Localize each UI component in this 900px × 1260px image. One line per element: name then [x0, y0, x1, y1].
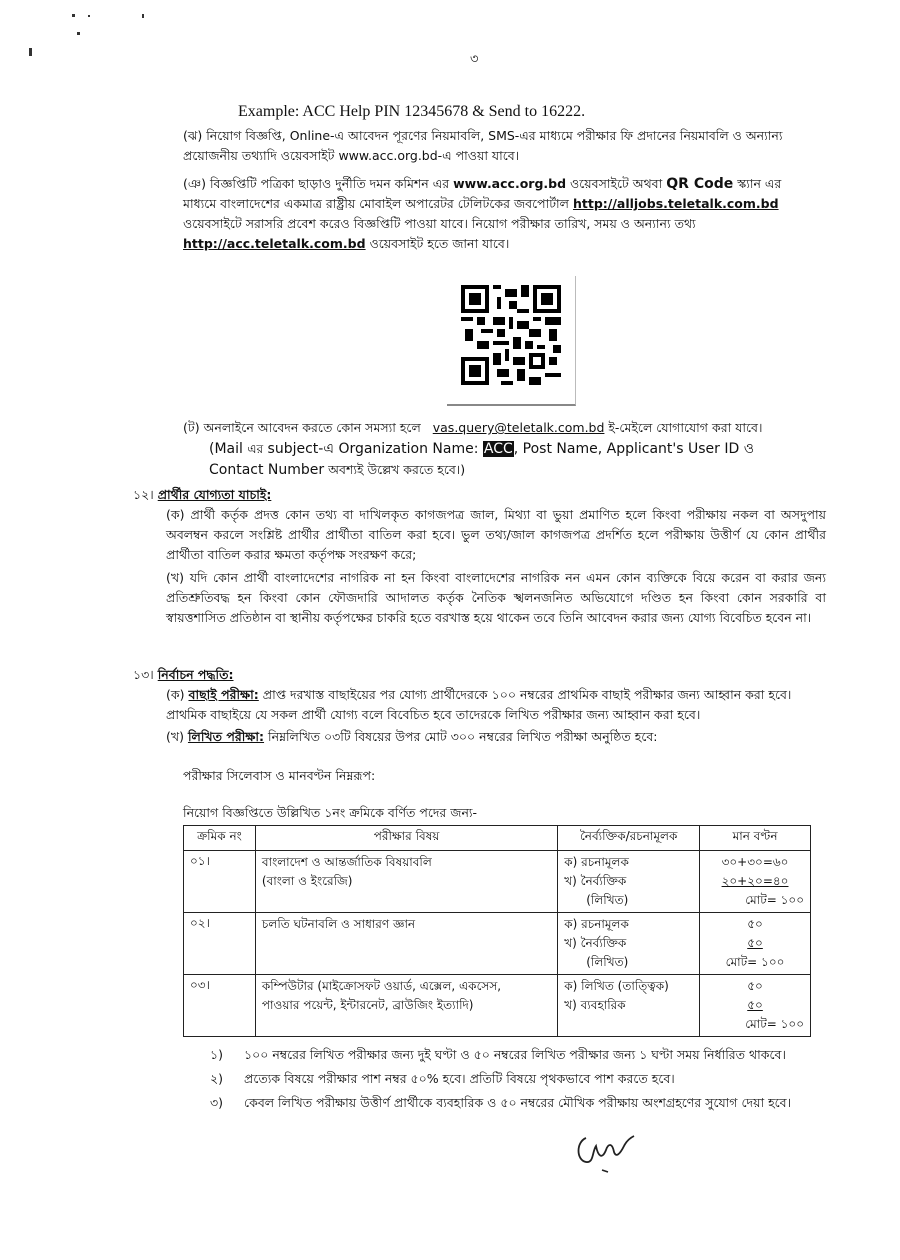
- table-row: [184, 851, 811, 913]
- section-13-ka-label: (ক): [166, 687, 185, 702]
- type-line-2: খ) নৈর্ব্যক্তিক: [564, 936, 627, 950]
- scan-mark: [72, 14, 75, 17]
- row-marks: [700, 975, 811, 1037]
- item-ta: [183, 418, 823, 438]
- screening-exam-title: বাছাই পরীক্ষা:: [188, 687, 259, 702]
- mark-line-2: ৫০: [747, 998, 763, 1012]
- alljobs-link[interactable]: http://alljobs.teletalk.com.bd: [572, 196, 779, 211]
- mention-required-text: অবশ্যই উল্লেখ করতে হবে।): [328, 462, 466, 477]
- scan-mark: [77, 32, 80, 35]
- type-line-1: ক) রচনামূলক: [564, 855, 629, 869]
- mark-line-2: ৫০: [747, 936, 763, 950]
- screening-exam-text: প্রাপ্ত দরখাস্ত বাছাইয়ের পর যোগ্য প্রার্থীদেরকে ১০০ নম্বরের প্রাথমিক বাছাই পরীক্ষার জন্য আহ্বান করা হবে। প্রাথমিক বাছাইয়ে যে সকল প্রার্থী যোগ্য বলে বিবেচিত হবে তাদেরকে লিখিত পরীক্ষার জন্য আহ্বান করা হবে।: [166, 687, 792, 722]
- subject-line-3: [262, 1015, 551, 1034]
- type-line-1: ক) রচনামূলক: [564, 917, 629, 931]
- item-jha: [183, 126, 813, 166]
- mark-total: মোট= ১০০: [725, 955, 785, 969]
- type-line-1: ক) লিখিত (তাত্ত্বিক): [564, 979, 669, 993]
- row-marks: [700, 851, 811, 913]
- mail-subject-rest: , Post Name, Applicant's User ID ও: [513, 441, 754, 457]
- scan-mark: [142, 14, 144, 18]
- written-exam-title: লিখিত পরীক্ষা:: [187, 729, 265, 744]
- row-type: [558, 913, 700, 975]
- mail-word: (Mail: [209, 441, 243, 457]
- table-row: [184, 913, 811, 975]
- qr-code-image[interactable]: [461, 285, 561, 385]
- item-nya: [183, 174, 813, 254]
- scan-mark: [88, 15, 90, 17]
- table-header-row: [184, 826, 811, 851]
- subject-line-1: বাংলাদেশ ও আন্তর্জাতিক বিষয়াবলি: [261, 855, 432, 869]
- item-jha-text: নিয়োগ বিজ্ঞপ্তি, Online-এ আবেদন পূরণের নিয়মাবলি, SMS-এর মাধ্যমে পরীক্ষার ফি প্রদানের নিয়মাবলি ও অন্যান্য প্রয়োজনীয় তথ্যাদি ওয়েবসাইট www.acc.org.bd-এ পাওয়া যাবে।: [183, 128, 783, 163]
- scan-mark: [29, 48, 32, 56]
- subject-line-2: পাওয়ার পয়েন্ট, ইন্টারনেট, ব্রাউজিং ইত্যাদি): [261, 998, 474, 1012]
- section-13-number: ১৩।: [133, 667, 154, 682]
- section-13-ka: [166, 685, 826, 725]
- section-12-para-ka: (ক) প্রার্থী কর্তৃক প্রদত্ত কোন তথ্য বা দাখিলকৃত কাগজপত্র জাল, মিথ্যা বা ভুয়া প্রমাণিত হলে কিংবা পরীক্ষায় নকল বা অসদুপায় অবলম্বন করলে সংশ্লিষ্ট প্রার্থীর প্রার্থীতা বাতিল করা হবে। ভুল তথ্য/জাল কাগজপত্র প্রদর্শিত হলে পরীক্ষায় উত্তীর্ণ যে কোন প্রার্থীর প্রার্থীতা বাতিল করার ক্ষমতা কর্তৃপক্ষ সংরক্ষণ করে;: [166, 507, 826, 562]
- row-serial: ০১।: [184, 851, 256, 913]
- signature-image: [572, 1130, 642, 1180]
- example-line: Example: ACC Help PIN 12345678 & Send to 16222.: [238, 103, 586, 120]
- col-header-type: নৈর্ব্যক্তিক/রচনামূলক: [558, 826, 700, 851]
- support-email-link[interactable]: vas.query@teletalk.com.bd: [432, 420, 605, 435]
- table-caption: নিয়োগ বিজ্ঞপ্তিতে উল্লিখিত ১নং ক্রমিকে বর্ণিত পদের জন্য-: [183, 805, 478, 820]
- mail-subject-text: subject-এ Organization Name:: [267, 441, 479, 457]
- mail-er: এর: [247, 442, 264, 456]
- item-ta-text-1: অনলাইনে আবেদন করতে কোন সমস্যা হলে: [203, 420, 421, 435]
- org-name-highlight: ACC: [483, 441, 513, 457]
- section-12-number: ১২।: [133, 487, 154, 502]
- page-number: ৩: [470, 52, 479, 67]
- row-subject: [255, 913, 557, 975]
- note-2-text: প্রত্যেক বিষয়ে পরীক্ষার পাশ নম্বর ৫০% হবে। প্রতিটি বিষয়ে পৃথকভাবে পাশ করতে হবে।: [244, 1071, 675, 1086]
- type-line-2: খ) নৈর্ব্যক্তিক: [564, 874, 627, 888]
- syllabus-line: পরীক্ষার সিলেবাস ও মানবণ্টন নিম্নরূপ:: [183, 768, 376, 783]
- section-12-title: প্রার্থীর যোগ্যতা যাচাই:: [157, 487, 272, 502]
- subject-line-2: (বাংলা ও ইংরেজি): [261, 874, 353, 888]
- acc-teletalk-link[interactable]: http://acc.teletalk.com.bd: [183, 236, 366, 251]
- row-serial: ০৩।: [184, 975, 256, 1037]
- item-ta-line-3: [209, 460, 829, 480]
- syllabus-table: [183, 825, 811, 1037]
- item-nya-text-3: স্ক্যান এর মাধ্যমে বাংলাদেশের একমাত্র রাষ্ট্রীয় মোবাইল অপারেটর টেলিটকের জবপোর্টাল: [183, 176, 782, 211]
- mark-line-2: ২০+২০=৪০: [721, 874, 789, 888]
- item-jha-label: (ঝ): [183, 128, 203, 143]
- qr-code-label: QR Code: [666, 176, 734, 192]
- type-line-2: খ) ব্যবহারিক: [564, 998, 626, 1012]
- mark-line-1: ৫০: [747, 917, 763, 931]
- item-nya-text-4: ওয়েবসাইটে সরাসরি প্রবেশ করেও বিজ্ঞপ্তিটি পাওয়া যাবে। নিয়োগ পরীক্ষার তারিখ, সময় ও অন্যান্য তথ্য: [183, 216, 696, 231]
- contact-number-label: Contact Number: [209, 462, 325, 478]
- section-13-heading: [133, 667, 234, 687]
- note-3: [210, 1095, 830, 1115]
- row-type: [558, 975, 700, 1037]
- type-line-3: (লিখিত): [586, 893, 629, 907]
- acc-website-link[interactable]: www.acc.org.bd: [453, 176, 567, 191]
- mark-line-1: ৩০+৩০=৬০: [721, 855, 789, 869]
- note-1-text: ১০০ নম্বরের লিখিত পরীক্ষার জন্য দুই ঘণ্টা ও ৫০ নম্বরের লিখিত পরীক্ষার জন্য ১ ঘণ্টা সময় নির্ধারিত থাকবে।: [244, 1047, 786, 1062]
- note-3-text: কেবল লিখিত পরীক্ষায় উত্তীর্ণ প্রার্থীকে ব্যবহারিক ও ৫০ নম্বরের মৌখিক পরীক্ষায় অংশগ্রহণের সুযোগ দেয়া হবে।: [244, 1095, 792, 1110]
- item-nya-text-2: ওয়েবসাইটে অথবা: [570, 176, 663, 191]
- item-ta-text-2: ই-মেইলে যোগাযোগ করা যাবে।: [608, 420, 763, 435]
- item-nya-label: (ঞ): [183, 176, 206, 191]
- mark-total: মোট= ১০০: [745, 893, 804, 907]
- section-12-heading: [133, 487, 271, 507]
- subject-line-1: চলতি ঘটনাবলি ও সাধারণ জ্ঞান: [261, 917, 416, 931]
- section-13-kha-label: (খ): [166, 729, 184, 744]
- note-2: [210, 1071, 820, 1091]
- mark-total: মোট= ১০০: [745, 1017, 804, 1031]
- row-marks: [700, 913, 811, 975]
- section-13-title: নির্বাচন পদ্ধতি:: [157, 667, 234, 682]
- mark-line-1: ৫০: [747, 979, 763, 993]
- table-row: [184, 975, 811, 1037]
- note-2-number: ২): [210, 1071, 224, 1086]
- section-12-para-kha: (খ) যদি কোন প্রার্থী বাংলাদেশের নাগরিক না হন কিংবা বাংলাদেশের নাগরিক নন এমন কোন ব্যক্তিকে বিয়ে করেন বা করার জন্য প্রতিশ্রুতিবদ্ধ হন কিংবা কোন ফৌজদারি আদালত কর্তৃক নৈতিক স্খলনজনিত অভিযোগে দণ্ডিত হন কিংবা কোন সরকারি বা স্বায়ত্তশাসিত প্রতিষ্ঠান বা স্থানীয় কর্তৃপক্ষের চাকরি হতে বরখাস্ত হয়ে থাকেন তবে তিনি আবেদন করার জন্য যোগ্য বিবেচিত হবেন না।: [166, 570, 827, 625]
- col-header-subject: পরীক্ষার বিষয়: [255, 826, 557, 851]
- note-1-number: ১): [210, 1047, 223, 1062]
- item-nya-text-5: ওয়েবসাইট হতে জানা যাবে।: [369, 236, 510, 251]
- item-ta-line-2: [209, 439, 829, 459]
- note-1: [210, 1047, 820, 1067]
- qr-code-frame: [447, 276, 576, 406]
- col-header-serial: ক্রমিক নং: [184, 826, 256, 851]
- written-exam-text: নিম্নলিখিত ০৩টি বিষয়ের উপর মোট ৩০০ নম্বরের লিখিত পরীক্ষা অনুষ্ঠিত হবে:: [268, 729, 658, 744]
- section-13-kha: [166, 727, 826, 747]
- row-type: [558, 851, 700, 913]
- item-nya-text-1: বিজ্ঞপ্তিটি পত্রিকা ছাড়াও দুর্নীতি দমন কমিশন এর: [209, 176, 450, 191]
- row-subject: [255, 975, 557, 1037]
- row-serial: ০২।: [184, 913, 256, 975]
- col-header-marks: মান বণ্টন: [700, 826, 811, 851]
- row-subject: [255, 851, 557, 913]
- note-3-number: ৩): [210, 1095, 224, 1110]
- subject-line-1: কম্পিউটার (মাইক্রোসফট ওয়ার্ড, এক্সেল, একসেস,: [261, 979, 502, 993]
- type-line-3: (লিখিত): [586, 955, 629, 969]
- item-ta-label: (ট): [183, 420, 200, 435]
